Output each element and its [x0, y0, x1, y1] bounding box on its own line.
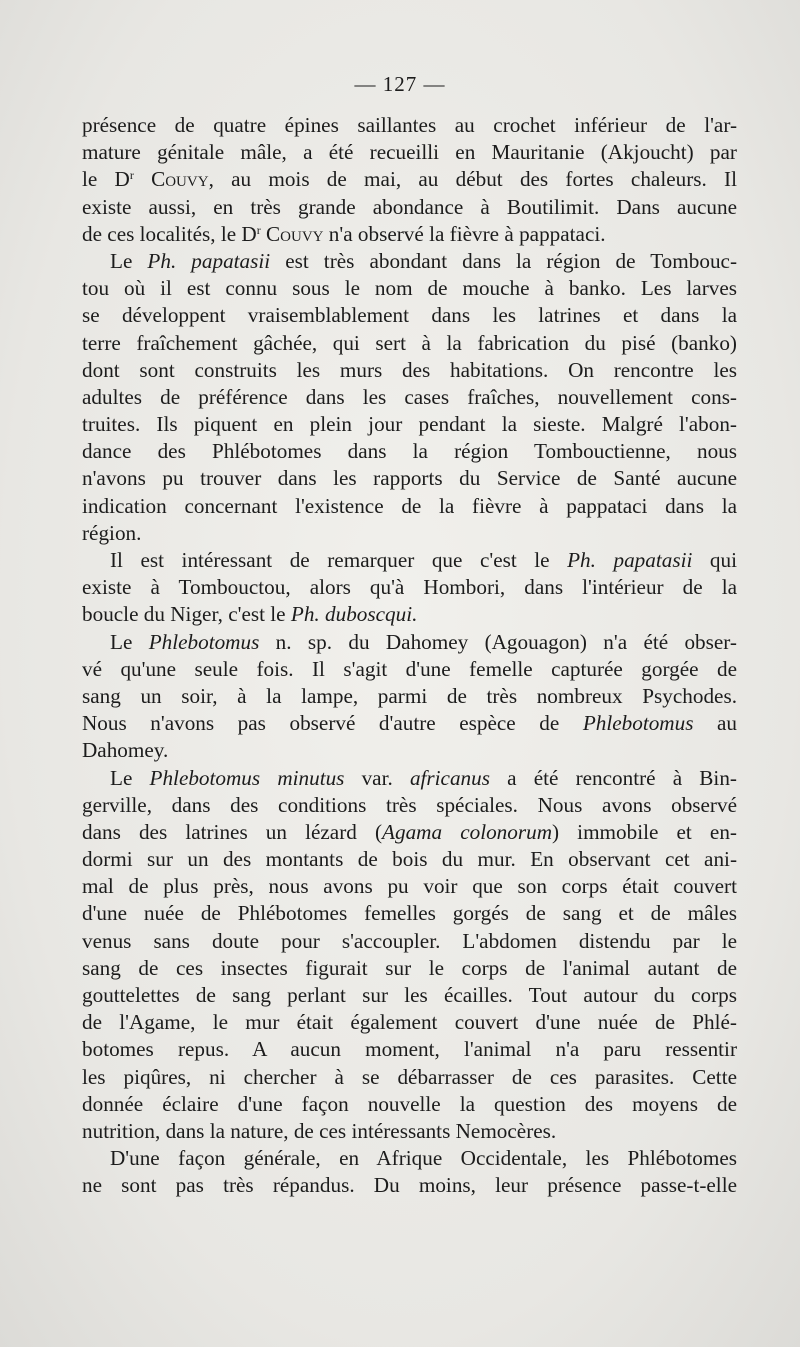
line-text: dance des Phlébotomes dans la région Tombouctienne, nous [82, 439, 737, 464]
line-text: gerville, dans des conditions très spéciales. Nous avons observé [82, 792, 737, 817]
species-name: Agama colonorum [382, 819, 552, 844]
text-line [82, 1064, 737, 1091]
text-line [82, 112, 737, 139]
line-text: truites. Ils piquent en plein jour pendant la sieste. Malgré l'abon- [82, 412, 737, 437]
text-line [82, 275, 737, 302]
text-line [82, 629, 737, 656]
text-line [82, 710, 737, 737]
line-text: Nous n'avons pas observé d'autre espèce de [82, 711, 583, 736]
text-line [82, 411, 737, 438]
line-text: mal de plus près, nous avons pu voir que son corps était couvert [82, 874, 737, 899]
text-line [82, 520, 737, 547]
text-line [82, 384, 737, 411]
text-line [82, 656, 737, 683]
text-line [82, 928, 737, 955]
text-line [82, 139, 737, 166]
line-text: qui [692, 548, 737, 572]
line-text: dont sont construits les murs des habitations. On rencontre les [82, 357, 737, 382]
text-line [82, 1145, 737, 1172]
text-line [82, 166, 737, 193]
species-name: africanus [409, 765, 490, 790]
text-line [82, 493, 737, 520]
line-text: région. [82, 520, 142, 545]
line-text: d'une nuée de Phlébotomes femelles gorgés de sang et de mâles [82, 901, 737, 926]
line-text: sang un soir, à la lampe, parmi de très nombreux Psychodes. [82, 683, 737, 708]
text-line [82, 683, 737, 710]
text-line [82, 982, 737, 1009]
species-name: Ph. papatasii [147, 248, 271, 273]
line-text: mature génitale mâle, a été recueilli en Mauritanie (Akjoucht) par [82, 140, 737, 165]
line-text: var. [344, 765, 410, 790]
line-text: de l'Agame, le mur était également couvert d'une nuée de Phlé- [82, 1010, 737, 1035]
line-text: existe à Tombouctou, alors qu'à Hombori, dans l'intérieur de la [82, 575, 737, 600]
text-line [82, 873, 737, 900]
text-line [82, 1172, 737, 1199]
text-line [82, 248, 737, 275]
text-line [82, 601, 737, 628]
text-line [82, 438, 737, 465]
text-line [82, 221, 737, 248]
species-name: Ph. papatasii [567, 548, 693, 572]
text-line [82, 1091, 737, 1118]
text-line [82, 302, 737, 329]
line-text: adultes de préférence dans les cases fraîches, nouvellement cons- [82, 384, 737, 409]
line-text: Il est intéressant de remarquer que c'est le [110, 548, 568, 572]
line-text: est très abondant dans la région de Tombouc- [270, 248, 737, 273]
line-text: boucle du Niger, c'est le [82, 602, 291, 627]
line-text: , au mois de mai, au début des fortes chaleurs. Il [208, 167, 737, 192]
line-text: vé qu'une seule fois. Il s'agit d'une femelle capturée gorgée de [82, 656, 737, 681]
author-name: Couvy [260, 221, 324, 246]
line-text: a été rencontré à Bin- [489, 765, 737, 790]
line-text: donnée éclaire d'une façon nouvelle la question des moyens de [82, 1091, 737, 1116]
line-text: présence de quatre épines saillantes au crochet inférieur de l'ar- [82, 113, 737, 137]
superscript: r [256, 222, 261, 237]
line-text: botomes repus. A aucun moment, l'animal n'a paru ressentir [82, 1037, 737, 1062]
line-text: ) immobile et en- [552, 819, 737, 844]
superscript: r [129, 168, 134, 183]
line-text: n'a observé la fièvre à pappataci. [323, 221, 606, 246]
text-line [82, 900, 737, 927]
text-line [82, 955, 737, 982]
text-line [82, 357, 737, 384]
text-line [82, 1009, 737, 1036]
line-text: ne sont pas très répandus. Du moins, leur présence passe-t-elle [82, 1173, 737, 1198]
species-name: Ph. duboscqui. [290, 602, 418, 627]
text-line [82, 547, 737, 574]
line-text: les piqûres, ni chercher à se débarrasser de ces parasites. Cette [82, 1064, 737, 1089]
text-line [82, 330, 737, 357]
line-text: Le [110, 248, 148, 273]
line-text: D'une façon générale, en Afrique Occidentale, les Phlébotomes [110, 1146, 737, 1171]
text-line [82, 465, 737, 492]
text-line [82, 737, 737, 764]
line-text: n. sp. du Dahomey (Agouagon) n'a été obser- [259, 629, 737, 654]
page-number: — 127 — [354, 72, 446, 96]
text-line [82, 765, 737, 792]
species-name: Phlebotomus [148, 629, 260, 654]
body-text [82, 112, 737, 1200]
line-text: le D [82, 167, 130, 192]
line-text: se développent vraisemblablement dans les latrines et dans la [82, 303, 737, 328]
line-text: Dahomey. [82, 738, 169, 763]
text-line [82, 1036, 737, 1063]
text-line [82, 574, 737, 601]
line-text: n'avons pu trouver dans les rapports du Service de Santé aucune [82, 466, 737, 491]
line-text: indication concernant l'existence de la fièvre à pappataci dans la [82, 493, 737, 518]
line-text: gouttelettes de sang perlant sur les écailles. Tout autour du corps [82, 983, 737, 1007]
line-text: dans des latrines un lézard ( [82, 819, 383, 844]
line-text: existe aussi, en très grande abondance à Boutilimit. Dans aucune [82, 194, 737, 219]
species-name: Phlebotomus [582, 711, 694, 736]
line-text: Le [110, 765, 150, 790]
text-line [82, 194, 737, 221]
line-text: venus sans doute pour s'accoupler. L'abdomen distendu par le [82, 928, 737, 953]
text-line [82, 846, 737, 873]
line-text: au [693, 711, 738, 736]
author-name: Couvy [133, 167, 209, 192]
line-text: nutrition, dans la nature, de ces intéressants Nemocères. [82, 1118, 557, 1143]
line-text: dormi sur un des montants de bois du mur. En observant cet ani- [82, 847, 737, 872]
line-text: terre fraîchement gâchée, qui sert à la fabrication du pisé (banko) [82, 330, 737, 355]
line-text: tou où il est connu sous le nom de mouche à banko. Les larves [82, 276, 737, 301]
line-text: sang de ces insectes figurait sur le corps de l'animal autant de [82, 955, 737, 980]
line-text: de ces localités, le D [82, 221, 257, 246]
text-line [82, 1118, 737, 1145]
line-text: Le [110, 629, 149, 654]
text-line [82, 819, 737, 846]
text-line [82, 792, 737, 819]
species-name: Phlebotomus minutus [149, 765, 345, 790]
